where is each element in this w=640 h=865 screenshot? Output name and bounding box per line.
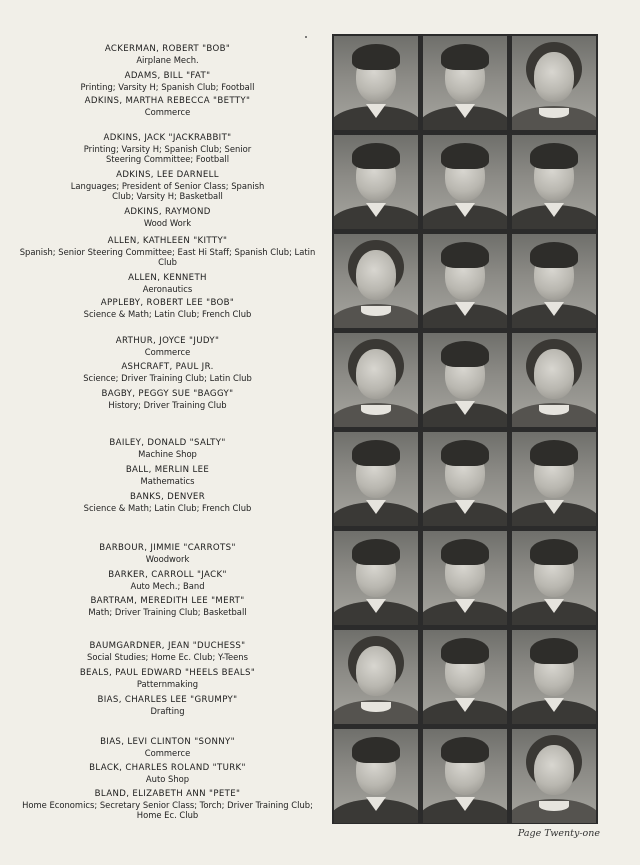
- portrait-head: [534, 52, 574, 102]
- student-name: ADKINS, LEE DARNELL: [116, 170, 219, 180]
- student-details: Commerce: [144, 748, 191, 758]
- portrait-hair: [530, 143, 578, 169]
- student-portrait: [334, 432, 418, 526]
- student-details: Auto Mech.; Band: [130, 581, 205, 591]
- student-name: ARTHUR, JOYCE "JUDY": [115, 336, 220, 346]
- portrait-hair: [352, 539, 400, 565]
- portrait-head: [356, 349, 396, 399]
- student-details: Languages; President of Senior Class; Spanish Club; Varsity H; Basketball: [70, 181, 265, 202]
- senior-entry: [10, 44, 325, 65]
- senior-entry: [10, 570, 325, 591]
- portrait-collar: [361, 702, 391, 712]
- portrait-hair: [441, 143, 489, 169]
- student-name: BARTRAM, MEREDITH LEE "MERT": [90, 596, 245, 606]
- student-name: ADKINS, MARTHA REBECCA "BETTY": [84, 96, 251, 106]
- portrait-hair: [441, 638, 489, 664]
- student-name: BALL, MERLIN LEE: [125, 465, 210, 475]
- student-name: ALLEN, KATHLEEN "KITTY": [107, 236, 228, 246]
- student-details: Home Economics; Secretary Senior Class; Torch; Driver Training Club; Home Ec. Club: [22, 800, 313, 821]
- student-details: History; Driver Training Club: [108, 400, 227, 410]
- senior-entry: [10, 668, 325, 689]
- portrait-hair: [441, 737, 489, 763]
- student-details: Commerce: [144, 107, 191, 117]
- student-name: ADKINS, JACK "JACKRABBIT": [103, 133, 232, 143]
- student-portrait: [334, 135, 418, 229]
- portrait-collar: [539, 108, 569, 118]
- student-portrait: [423, 36, 507, 130]
- portrait-hair: [441, 341, 489, 367]
- student-portrait: [512, 36, 596, 130]
- student-portrait: [334, 333, 418, 427]
- portrait-head: [356, 250, 396, 300]
- senior-entry: [10, 737, 325, 758]
- senior-entry: [10, 789, 325, 821]
- student-details: Printing; Varsity H; Spanish Club; Football: [80, 82, 255, 92]
- portrait-hair: [441, 539, 489, 565]
- student-name: BARBOUR, JIMMIE "CARROTS": [99, 543, 236, 553]
- student-name: BIAS, LEVI CLINTON "SONNY": [100, 737, 235, 747]
- student-portrait: [423, 729, 507, 823]
- portrait-collar: [539, 405, 569, 415]
- student-name: ADAMS, BILL "FAT": [124, 71, 211, 81]
- student-name: ACKERMAN, ROBERT "BOB": [104, 44, 231, 54]
- student-portrait: [334, 36, 418, 130]
- portrait-hair: [441, 44, 489, 70]
- student-portrait: [334, 531, 418, 625]
- portrait-hair: [352, 737, 400, 763]
- senior-entry: [10, 465, 325, 486]
- student-details: Woodwork: [145, 554, 190, 564]
- portrait-hair: [352, 440, 400, 466]
- student-name: APPLEBY, ROBERT LEE "BOB": [100, 298, 235, 308]
- senior-entry: [10, 389, 325, 410]
- student-details: Machine Shop: [138, 449, 197, 459]
- student-name: BANKS, DENVER: [129, 492, 206, 502]
- student-name: ALLEN, KENNETH: [128, 273, 207, 283]
- student-details: Math; Driver Training Club; Basketball: [88, 607, 247, 617]
- student-portrait: [334, 630, 418, 724]
- senior-entry: [10, 492, 325, 513]
- student-portrait: [423, 630, 507, 724]
- portrait-collar: [539, 801, 569, 811]
- senior-entry: [10, 362, 325, 383]
- senior-entry: [10, 96, 325, 117]
- senior-entry: [10, 336, 325, 357]
- portrait-hair: [530, 242, 578, 268]
- ink-dot: [305, 36, 307, 38]
- portrait-head: [534, 349, 574, 399]
- student-portrait: [512, 135, 596, 229]
- student-details: Science; Driver Training Club; Latin Club: [83, 373, 252, 383]
- student-details: Patternmaking: [136, 679, 199, 689]
- student-details: Drafting: [150, 706, 185, 716]
- student-name: BAGBY, PEGGY SUE "BAGGY": [101, 389, 234, 399]
- senior-entry: [10, 543, 325, 564]
- senior-entry: [10, 133, 325, 165]
- senior-entry: [10, 641, 325, 662]
- portrait-collar: [361, 405, 391, 415]
- student-name: ASHCRAFT, PAUL JR.: [121, 362, 214, 372]
- student-portrait: [512, 630, 596, 724]
- portrait-grid: [332, 34, 598, 824]
- portrait-hair: [441, 440, 489, 466]
- portrait-hair: [352, 44, 400, 70]
- student-details: Auto Shop: [145, 774, 190, 784]
- student-details: Social Studies; Home Ec. Club; Y-Teens: [87, 652, 248, 662]
- student-portrait: [512, 333, 596, 427]
- portrait-hair: [530, 638, 578, 664]
- senior-entry: [10, 596, 325, 617]
- page-number: Page Twenty-one: [517, 828, 600, 839]
- student-portrait: [423, 432, 507, 526]
- student-portrait: [334, 234, 418, 328]
- student-name: BARKER, CARROLL "JACK": [108, 570, 227, 580]
- student-portrait: [512, 729, 596, 823]
- student-portrait: [423, 234, 507, 328]
- student-portrait: [423, 333, 507, 427]
- student-details: Spanish; Senior Steering Committee; East Hi Staff; Spanish Club; Latin Club: [19, 247, 316, 268]
- portrait-head: [534, 745, 574, 795]
- student-name: BLAND, ELIZABETH ANN "PETE": [94, 789, 241, 799]
- portrait-hair: [530, 539, 578, 565]
- student-name: BEALS, PAUL EDWARD "HEELS BEALS": [79, 668, 256, 678]
- senior-entry: [10, 236, 325, 268]
- student-portrait: [512, 531, 596, 625]
- senior-entry: [10, 207, 325, 228]
- senior-entry: [10, 695, 325, 716]
- senior-entry: [10, 170, 325, 202]
- student-details: Airplane Mech.: [136, 55, 199, 65]
- student-details: Mathematics: [140, 476, 195, 486]
- portrait-hair: [352, 143, 400, 169]
- portrait-hair: [530, 440, 578, 466]
- student-name: BAILEY, DONALD "SALTY": [109, 438, 226, 448]
- student-details: Aeronautics: [142, 284, 193, 294]
- senior-entry: [10, 71, 325, 92]
- student-portrait: [512, 432, 596, 526]
- student-portrait: [512, 234, 596, 328]
- student-details: Wood Work: [143, 218, 192, 228]
- student-portrait: [423, 135, 507, 229]
- portrait-head: [356, 646, 396, 696]
- senior-entry: [10, 273, 325, 294]
- senior-entry: [10, 438, 325, 459]
- senior-entry: [10, 763, 325, 784]
- student-name: BAUMGARDNER, JEAN "DUCHESS": [89, 641, 246, 651]
- student-name: ADKINS, RAYMOND: [124, 207, 211, 217]
- student-portrait: [423, 531, 507, 625]
- senior-entry: [10, 298, 325, 319]
- student-name: BLACK, CHARLES ROLAND "TURK": [89, 763, 246, 773]
- student-details: Commerce: [144, 347, 191, 357]
- student-name: BIAS, CHARLES LEE "GRUMPY": [97, 695, 238, 705]
- portrait-collar: [361, 306, 391, 316]
- student-details: Science & Math; Latin Club; French Club: [83, 503, 252, 513]
- student-details: Science & Math; Latin Club; French Club: [83, 309, 252, 319]
- portrait-hair: [441, 242, 489, 268]
- student-portrait: [334, 729, 418, 823]
- student-details: Printing; Varsity H; Spanish Club; Senior Steering Committee; Football: [83, 144, 252, 165]
